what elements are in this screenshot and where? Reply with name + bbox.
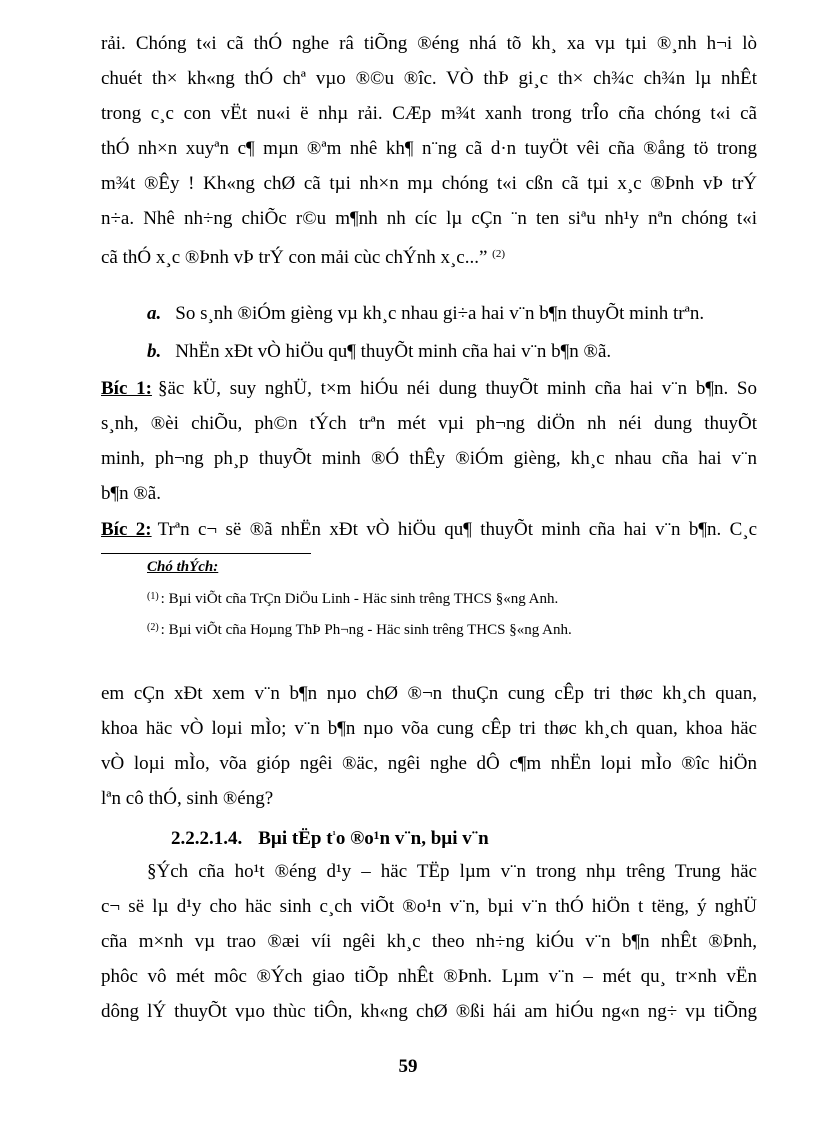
section-title-superscript: ¹: [332, 829, 336, 841]
step1-first-line: [101, 377, 757, 401]
section-title-part-1: Bµi tËp t: [258, 828, 333, 849]
footnote-1-mark: (1): [147, 591, 159, 602]
paragraph3-line-2: c¬ së lµ d¹y cho häc sinh c¸ch viÕt ®o¹n v¨n, bµi v¨n thÓ hiÖn t tëng, ý nghÜ: [101, 896, 757, 917]
paragraph1-last-line: [101, 242, 757, 270]
paragraph1-line-4: thÓ nh×n xuyªn c¶ mµn ®ªm nhê kh¶ n¨ng cã d·n tuyÖt vêi cña ®ång tö trong: [101, 138, 757, 159]
section-heading: [171, 823, 757, 851]
step2-first-line: [101, 518, 757, 542]
step1-label: Bíc 1:: [101, 378, 152, 399]
paragraph2-line-1: em cÇn xÐt xem v¨n b¶n nµo chØ ®¬n thuÇn cung cÊp tri thøc kh¸ch quan,: [101, 683, 757, 704]
paragraph1-line-2: chuét th× kh«ng thÓ chª vµo ®©u ®îc. VÒ thÞ gi¸c th× ch¾c ch¾n lµ nhÊt: [101, 68, 757, 89]
paragraph1-line-6: n÷a. Nhê nh÷ng chiÕc r©u m¶nh nh cíc lµ cÇn ¨n ten siªu nh¹y nªn chóng t«i: [101, 208, 757, 229]
item-b-label: b.: [147, 341, 162, 362]
item-a-label: a.: [147, 303, 162, 324]
paragraph1-line-3: trong c¸c con vËt nu«i ë nhµ rải. CÆp m¾t xanh trong trÎo cña chóng t«i cã: [101, 103, 757, 124]
footnote-2: [147, 619, 572, 639]
footnote-heading: Chó thÝch:: [147, 559, 219, 575]
paragraph2-line-3: vÒ loµi mÌo, võa gióp ngêi ®äc, ngêi nghe dÔ c¶m nhËn loµi mÌo ®îc hiÖn: [101, 753, 757, 774]
footnote-separator: [101, 553, 311, 554]
item-a: [147, 302, 757, 326]
footnote-2-mark: (2): [147, 622, 159, 633]
step1-line-3: minh, ph¬ng ph¸p thuyÕt minh ®Ó thÊy ®iÓm gièng, kh¸c nhau cña hai v¨n: [101, 448, 757, 469]
footnote-1-text: : Bµi viÕt cña TrÇn DiÖu Linh - Häc sinh trêng THCS §«ng Anh.: [160, 591, 559, 607]
paragraph1-line-1: rải. Chóng t«i cã thÓ nghe râ tiÕng ®éng nhá tõ kh¸ xa vµ tµi ®¸nh h¬i lò: [101, 33, 757, 54]
paragraph1-last-text: cã thÓ x¸c ®Þnh vÞ trÝ con mải cùc chÝnh x¸c...”: [101, 247, 488, 268]
page-number: 59: [398, 1056, 418, 1077]
paragraph3-line-1: §Ých cña ho¹t ®éng d¹y – häc TËp lµm v¨n trong nhµ trêng Trung häc: [147, 861, 757, 882]
item-b-text: NhËn xÐt vÒ hiÖu qu¶ thuyÕt minh cña hai v¨n b¶n ®ã.: [175, 341, 612, 362]
item-b: [147, 340, 757, 364]
section-title: [258, 828, 488, 849]
section-title-part-2: o ®o¹n v¨n, bµi v¨n: [335, 828, 489, 849]
paragraph3-line-5: dông lÝ thuyÕt vµo thùc tiÔn, kh«ng chØ ®ßi hái am hiÓu ng«n ng÷ vµ tiÕng: [101, 1001, 757, 1022]
section-number: 2.2.2.1.4.: [171, 828, 243, 849]
paragraph1-line-5: m¾t ®Êy ! Kh«ng chØ cã tµi nh×n mµ chóng t«i cßn cã tµi x¸c ®Þnh vÞ trÝ: [101, 173, 757, 194]
footnote-2-text: : Bµi viÕt cña Hoµng ThÞ Ph¬ng - Häc sinh trêng THCS §«ng Anh.: [160, 622, 572, 638]
step1-last-line: b¶n ®ã.: [101, 483, 161, 504]
step1-first-text: §äc kÜ, suy nghÜ, t×m hiÓu néi dung thuyÕt minh cña hai v¨n b¶n. So: [157, 378, 758, 399]
item-a-text: So s¸nh ®iÓm gièng vµ kh¸c nhau gi÷a hai v¨n b¶n thuyÕt minh trªn.: [175, 303, 705, 324]
paragraph2-line-2: khoa häc vÒ loµi mÌo; v¨n b¶n nµo võa cung cÊp tri thøc kh¸ch quan, khoa häc: [101, 718, 757, 739]
step2-label: Bíc 2:: [101, 519, 152, 540]
paragraph2-last-line: lªn cô thÓ, sinh ®éng?: [101, 788, 274, 809]
paragraph3-line-4: phôc vô mét môc ®Ých giao tiÕp nhÊt ®Þnh. Lµm v¨n – mét qu¸ tr×nh vËn: [101, 966, 757, 987]
footnote-reference: (2): [492, 248, 505, 260]
paragraph3-line-3: cña m×nh vµ trao ®æi víi ngêi kh¸c theo nh÷ng kiÓu v¨n b¶n nhÊt ®Þnh,: [101, 931, 757, 952]
step2-first-text: Trªn c¬ së ®ã nhËn xÐt vÒ hiÖu qu¶ thuyÕt minh cña hai v¨n b¶n. C¸c: [157, 519, 757, 540]
footnote-1: [147, 588, 558, 608]
step1-line-2: s¸nh, ®èi chiÕu, ph©n tÝch trªn mét vµi ph¬ng diÖn nh néi dung thuyÕt: [101, 413, 757, 434]
